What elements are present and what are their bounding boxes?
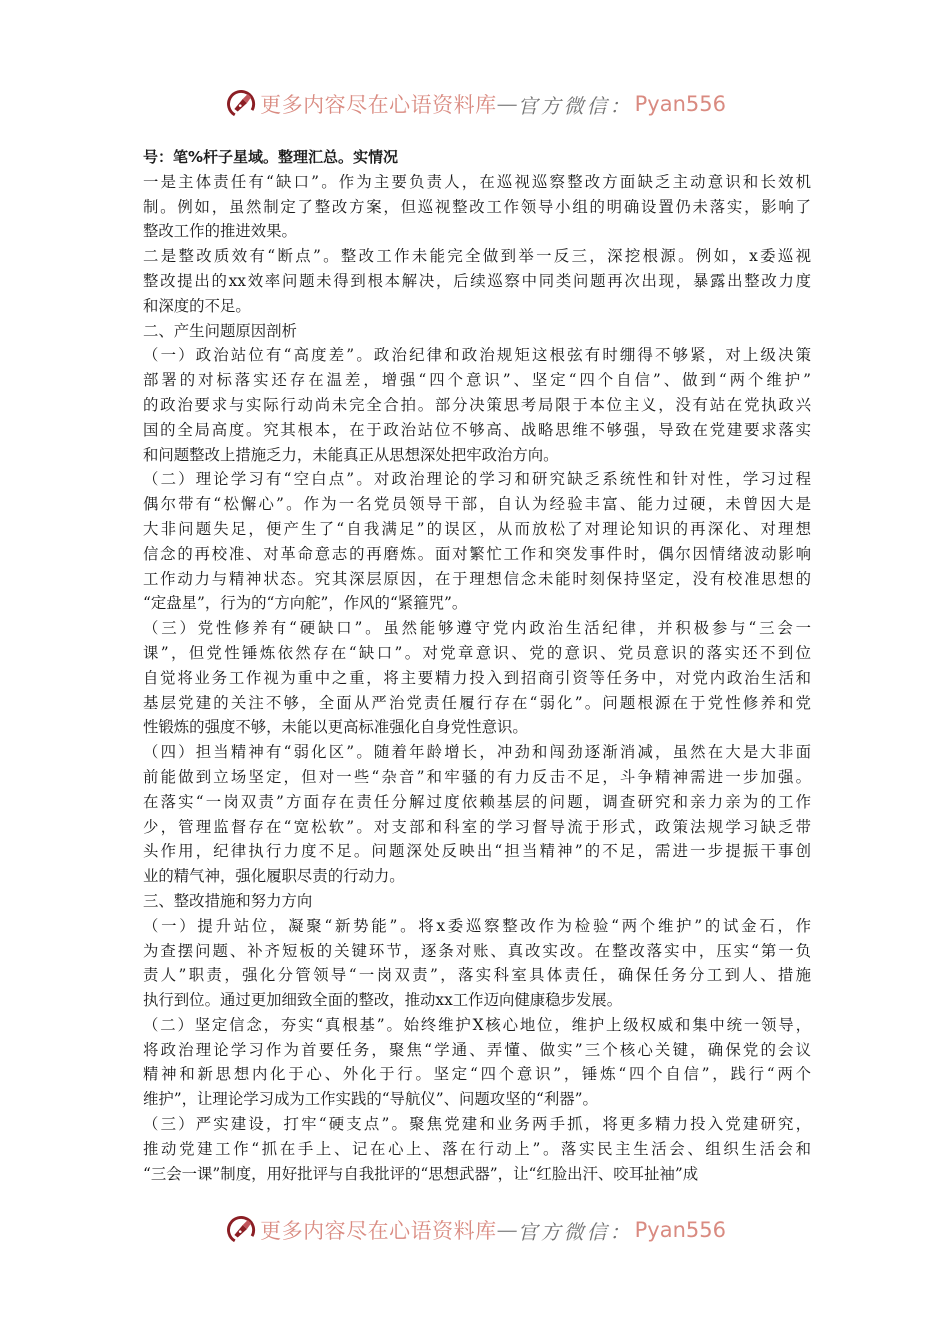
paragraph [143,319,811,344]
paragraph-container [143,170,811,1187]
paragraph-line: 整改提出的xx效率问题未得到根本解决，后续巡察中同类问题再次出现，暴露出整改力度 [143,271,811,290]
paragraph-line: 整改工作的推进效果。 [143,222,297,241]
paragraph-line: 和深度的不足。 [143,296,251,315]
paragraph-line: 性锻炼的强度不够，未能以更高标准强化自身党性意识。 [143,718,528,737]
paragraph [143,244,811,318]
paragraph-line: 大非问题失足，便产生了“自我满足”的误区，从而放松了对理论知识的再深化、对理想 [143,519,811,538]
watermark-banner-top [226,84,726,124]
paragraph-line: 课”，但党性锤炼依然存在“缺口”。对党章意识、党的意识、党员意识的落实还不到位 [143,643,811,662]
document-heading: 号：笔%杆子星域。整理汇总。实情况 [143,148,399,166]
paragraph [143,740,811,889]
banner-site-name: 更多内容尽在心语资料库 [260,93,497,117]
banner-dash: — [496,1218,518,1242]
document-body [143,145,811,1186]
paragraph-line: （三）严实建设，打牢“硬支点”。聚焦党建和业务两手抓，将更多精力投入党建研究， [143,1115,811,1134]
paragraph-line: “定盘星”，行为的“方向舵”，作风的“紧箍咒”。 [143,594,468,613]
paragraph-line: 部署的对标落实还存在温差，增强“四个意识”、坚定“四个自信”、做到“两个维护” [143,371,811,390]
banner-wechat-id: Pyan556 [634,92,726,116]
paragraph [143,467,811,616]
paragraph-line: 精神和新思想内化于心、外化于行。坚定“四个意识”，锤炼“四个自信”，践行“两个 [143,1065,811,1084]
banner-wechat-label: 官方微信： [517,1219,633,1244]
paragraph-line: 业的精气神，强化履职尽责的行动力。 [143,867,405,886]
paragraph-line: （二）理论学习有“空白点”。对政治理论的学习和研究缺乏系统性和针对性，学习过程 [143,470,811,489]
pen-nib-logo-icon [226,86,256,122]
paragraph-line: 信念的再校准、对革命意志的再磨炼。面对繁忙工作和突发事件时，偶尔因情绪波动影响 [143,544,811,563]
paragraph-line: 为查摆问题、补齐短板的关键环节，逐条对账、真改实改。在整改落实中，压实“第一负 [143,941,811,960]
paragraph-line: 少，管理监督存在“宽松软”。对支部和科室的学习督导流于形式，政策法规学习缺乏带 [143,817,811,836]
paragraph [143,170,811,244]
paragraph-line: 二、产生问题原因剖析 [143,321,297,340]
banner-wechat-id: Pyan556 [634,1218,726,1242]
paragraph-line: 推动党建工作“抓在手上、记在心上、落在行动上”。落实民主生活会、组织生活会和 [143,1139,811,1158]
paragraph [143,1013,811,1112]
paragraph [143,616,811,740]
paragraph-line: 将政治理论学习作为首要任务，聚焦“学通、弄懂、做实”三个核心关键，确保党的会议 [143,1040,811,1059]
paragraph-line: 工作动力与精神状态。究其深层原因，在于理想信念未能时刻保持坚定，没有校准思想的 [143,569,811,588]
paragraph-line: 头作用，纪律执行力度不足。问题深处反映出“担当精神”的不足，需进一步提振干事创 [143,842,811,861]
paragraph-line: 的政治要求与实际行动尚未完全合拍。部分决策思考局限于本位主义，没有站在党执政兴 [143,395,811,414]
paragraph-line: 和问题整改上措施乏力，未能真正从思想深处把牢政治方向。 [143,445,559,464]
paragraph-line: （四）担当精神有“弱化区”。随着年龄增长，冲劲和闯劲逐渐消减，虽然在大是大非面 [143,743,811,762]
paragraph-line: “三会一课”制度，用好批评与自我批评的“思想武器”，让“红脸出汗、咬耳扯袖”成 [143,1164,699,1183]
paragraph-line: 二是整改质效有“断点”。整改工作未能完全做到举一反三，深挖根源。例如，x委巡视 [143,247,811,266]
paragraph-line: （一）政治站位有“高度差”。政治纪律和政治规矩这根弦有时绷得不够紧，对上级决策 [143,346,811,365]
paragraph-line: 国的全局高度。究其根本，在于政治站位不够高、战略思维不够强，导致在党建要求落实 [143,420,811,439]
paragraph-line: 自觉将业务工作视为重中之重，将主要精力投入到招商引资等任务中，对党内政治生活和 [143,668,811,687]
paragraph-line: 维护”，让理论学习成为工作实践的“导航仪”、问题攻坚的“利器”。 [143,1090,598,1109]
paragraph-line: （三）党性修养有“硬缺口”。虽然能够遵守党内政治生活纪律，并积极参与“三会一 [143,619,811,638]
paragraph [143,343,811,467]
pen-nib-logo-icon [226,1212,256,1248]
banner-wechat-label: 官方微信： [517,93,633,118]
watermark-banner-bottom [226,1210,726,1250]
banner-dash: — [496,92,518,116]
paragraph [143,889,811,914]
paragraph-line: 一是主体责任有“缺口”。作为主要负责人，在巡视巡察整改方面缺乏主动意识和长效机 [143,172,811,191]
paragraph-line: 制。例如，虽然制定了整改方案，但巡视整改工作领导小组的明确设置仍未落实，影响了 [143,197,811,216]
paragraph-line: 在落实“一岗双责”方面存在责任分解过度依赖基层的问题，调查研究和亲力亲为的工作 [143,792,811,811]
paragraph-line: 前能做到立场坚定，但对一些“杂音”和牢骚的有力反击不足，斗争精神需进一步加强。 [143,767,811,786]
paragraph-line: 偶尔带有“松懈心”。作为一名党员领导干部，自认为经验丰富、能力过硬，未曾因大是 [143,495,811,514]
paragraph [143,914,811,1013]
paragraph-line: 三、整改措施和努力方向 [143,891,313,910]
paragraph-line: 责人”职责，强化分管领导“一岗双责”，落实科室具体责任，确保任务分工到人、措施 [143,966,811,985]
paragraph-line: 基层党建的关注不够，全面从严治党责任履行存在“弱化”。问题根源在于党性修养和党 [143,693,811,712]
paragraph-line: （二）坚定信念，夯实“真根基”。始终维护X核心地位，维护上级权威和集中统一领导， [143,1015,811,1034]
paragraph-line: （一）提升站位，凝聚“新势能”。将x委巡察整改作为检验“两个维护”的试金石，作 [143,916,811,935]
paragraph [143,1112,811,1186]
paragraph-line: 执行到位。通过更加细致全面的整改，推动xx工作迈向健康稳步发展。 [143,991,623,1010]
banner-site-name: 更多内容尽在心语资料库 [260,1219,497,1243]
